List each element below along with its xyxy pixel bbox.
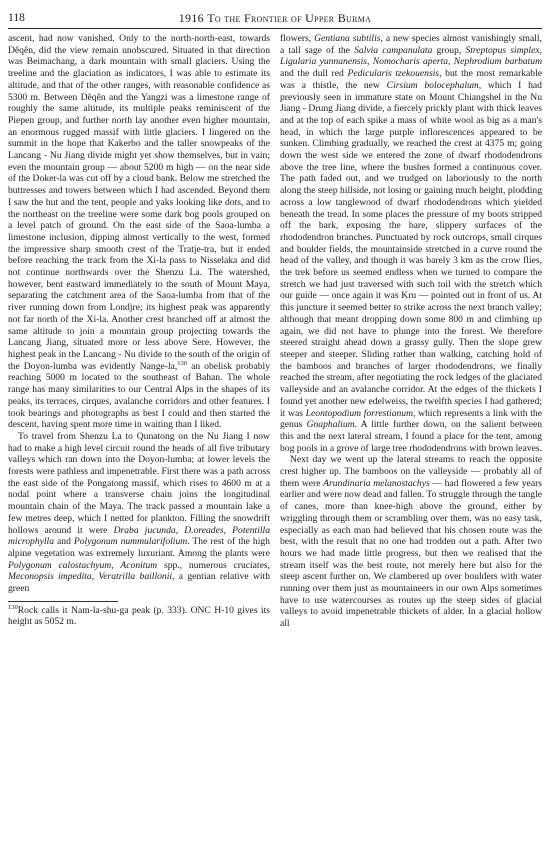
- running-head: [8, 11, 542, 26]
- footnote-text: Rock calls it Nam-la-shu-ga peak (p. 333). ONC H-10 gives its height as 5052 m.: [8, 604, 270, 628]
- footnote-number: 130: [8, 603, 18, 611]
- text-run: . The rest of the high alpine vegetation was extremely luxuriant. Among the plants were: [8, 536, 270, 559]
- running-head-year: 1916: [178, 11, 204, 25]
- paragraph-4: [280, 454, 542, 630]
- species-name: Pedicularis tzekouensis: [347, 68, 440, 80]
- footnote-ref[interactable]: 130: [177, 359, 188, 367]
- species-name: D.oreades: [184, 524, 224, 536]
- species-name: Aconitum: [120, 559, 158, 571]
- running-head-title: To the Frontier of Upper Burma: [207, 11, 372, 25]
- species-name: Polygonum nummularifolium: [73, 536, 188, 548]
- text-run: To travel from Shenzu La to Qunatong on the Nu Jiang I now had to make a high level circuit round the heads of all five tributary valleys which ran down into the Doyon-lumba; at lower levels the forests were pathless and impenetrable. First there was a path across the east side of the Pongatong massif, which rises to 4600 m at a nodal point where a transverse chain joins the longitudinal mountain chain of the Maya. The track passed a mountain lake a few metres deep, which I netted for plankton. Filling the snowdrift hollows around it were: [8, 430, 270, 536]
- footnote-rule: [8, 601, 118, 602]
- paragraph-1: [8, 33, 270, 431]
- text-run: flowers,: [280, 33, 315, 44]
- species-name: Meconopsis impedita: [8, 571, 92, 583]
- species-name: Draba jucunda: [113, 524, 176, 536]
- text-run: an obelisk probably reaching 5000 m located to the southeast of Bahan. The whole range has many similarities to our Central Alps in the shapes of its peaks, its terraces, cirques, avalanche corridors and other features. I took bearings and photographs as best I could and then started the descent, having spent more time in waiting than I liked.: [8, 360, 270, 431]
- species-name: Nomocharis aperta: [372, 56, 449, 68]
- text-run: ,: [448, 56, 454, 68]
- paragraph-3: [280, 33, 542, 454]
- species-name: Gnaphalium: [306, 419, 355, 431]
- text-run: and: [54, 536, 74, 548]
- text-run: Next day we went up the lateral streams to reach the opposite crest higher up. The bamboos on the valleyside — probably all of them were: [280, 454, 542, 489]
- text-run: , but the most remarkable was a thistle, the new: [280, 68, 542, 91]
- species-name: Potentilla microphylla: [8, 524, 270, 548]
- text-run: and the dull red: [280, 68, 348, 80]
- species-name: Streptopus simplex: [465, 44, 540, 56]
- text-run: . A little further down, on the salient between this and the next lateral stream, I found a place for the tent, among bog pools in a grove of large tree rhododendrons with brown leaves.: [280, 419, 543, 454]
- species-name: Cirsium bolocephalum: [386, 79, 479, 91]
- species-name: Leontopodium forrestianum: [305, 407, 414, 419]
- text-run: ascent, had now vanished. Only to the north-north-east, towards Dêqên, did the view remain unobscured. Situated in that direction was Beimachang, a dark mountain with small glaciers. Using the treeline and the glaciation as indicators, I was able to estimate its altitude, and that of the other ranges, with reasonable confidence as 5300 m. Between Dêqên and the Yangzi was a limestone range of roughly the same altitude, its multiple peaks reminiscent of the Piepen group, and further north lay another even higher mountain, an enormous rugged massif with little glaciers. I lingered on the summit in the hope that Kakerbo and the taller snowpeaks of the Lancang - Nu Jiang divide might yet show themselves, but in vain; even the mountain group — about 5200 m high — on the near side of the Doker-la was cut off by a cloud bank. Below me stretched the buttresses and towers between which I had ascended. Beyond them I saw the hut and the tent, people and yaks looking like dots, and to the northeast on the treeline were some dark bog pools grouped on a level patch of ground. On the east side of the Saoa-lumba a limestone inclusion, dipping almost vertically to the west, formed the impressive sharp smooth crest of the Tratje-tra, but it ended before reaching the track from the Xi-la pass to Nisselaka and did not continue northwards over the Shenzu La. The watershed, however, bent eastward immediately to the south of Mount Maya, separating the catchment area of the Saoa-lumba from that of the river running down from Londjre; its highest peak was apparently not far north of the Xi-la. Another crest branched off at almost the same altitude to join a mountain group projecting towards the Lancang Jiang, situated more or less above Sere. However, the highest peak in the Lancang - Nu divide to the south of the origin of the Doyon-lumba was evidently Nange-la,: [8, 33, 270, 372]
- text-columns: [8, 33, 542, 630]
- text-run: ,: [539, 44, 543, 56]
- page-header: [8, 10, 542, 29]
- text-run: — had flowered a few years earlier and were now dead and fallen. To struggle through the tangle of canes, more than knee-high above the ground, either by wriggling through them or scrambling over them, was no easy task, especially as each man had believed that his chosen route was the best, with the result that no one had trodden out a path. After two hours we had made little progress, but then we realised that the stream itself was the best route, not merely here but also for the steep ascent further on. We clambered up over boulders with water running over them just as mountaineers in our own Alps sometimes have to use watercourses as routes up the steep sides of glacial valleys to avoid impenetrable thickets of alder. In a glacial hollow all: [280, 477, 543, 630]
- text-run: , which represents a link with the genus: [280, 407, 542, 431]
- text-run: ,: [111, 559, 121, 571]
- left-column: [8, 33, 270, 630]
- text-run: , which I had previously seen in immature state on Mount Chiangshel in the Nu Jiang - Drung Jiang divide, a fiercely prickly plant with thick leaves and at the top of each spike a mass of white wool as big as a man's head, in which the large purple inflorescences appeared to be sunken. Climbing gradually, we reached the crest at 4375 m; going down the west side we entered the zone of dwarf rhododendrons above the tree line, where the bushes formed a continuous cover. The path faded out, and we trudged on laboriously to the north along the steep hillside, not losing or gaining much height, plodding across a low tanglewood of dwarf rhododendrons which yielded beneath the tread. In some places the pressure of my boots stripped off the bark, exposing the bare, slippery surfaces of the rhododendron branches. Punctuated by rock outcrops, small cirques and boulder fields, the mountainside stretched in a curve round the head of the valley, and though it was barely 3 km as the crow flies, the trek before us seemed endless when we turned to compare the stretch we had just traversed with such toil with the stretch which our guide — once again it was Kru — pointed out in front of us. At this juncture it seemed better to strike across the next branch valley; although that meant dropping down some 800 m and climbing up again, we did not have to plunge into the forest. We therefore steered straight ahead down a grassy gully. Then the slope grew steeper and steeper. Sliding rather than walking, catching hold of the bamboos and branches of larger rhododendrons, we finally reached the stream, after negotiating the rock ledges of the glaciated valleyside and an avalanche corridor. At the edges of the thickets I found yet another new edelweiss, the twelfth species I had gathered; it was: [280, 79, 542, 419]
- species-name: Polygonum calostachyum: [8, 559, 112, 571]
- species-name: Veratrilla baillonii: [98, 571, 173, 583]
- species-name: Arundinaria melanostachys: [323, 477, 430, 489]
- page-number: 118: [8, 12, 25, 24]
- text-run: , a new species almost vanishingly small, a tall sage of the: [280, 33, 542, 56]
- species-name: Salvia campanulata: [354, 44, 433, 56]
- text-run: ,: [175, 524, 185, 536]
- text-run: ,: [223, 524, 233, 536]
- right-column: [280, 33, 542, 630]
- species-name: Nephrodium barbatum: [453, 56, 543, 68]
- text-run: ,: [91, 571, 99, 583]
- text-run: , a gentian relative with green: [8, 571, 270, 595]
- text-run: ,: [367, 56, 373, 68]
- species-name: Gentiana subtilis: [314, 33, 381, 44]
- paragraph-2: [8, 431, 270, 595]
- species-name: Ligularia yunnanensis: [280, 56, 368, 68]
- text-run: group,: [432, 44, 466, 56]
- footnote: [8, 605, 270, 628]
- text-run: spp., numerous cruciates,: [157, 559, 270, 571]
